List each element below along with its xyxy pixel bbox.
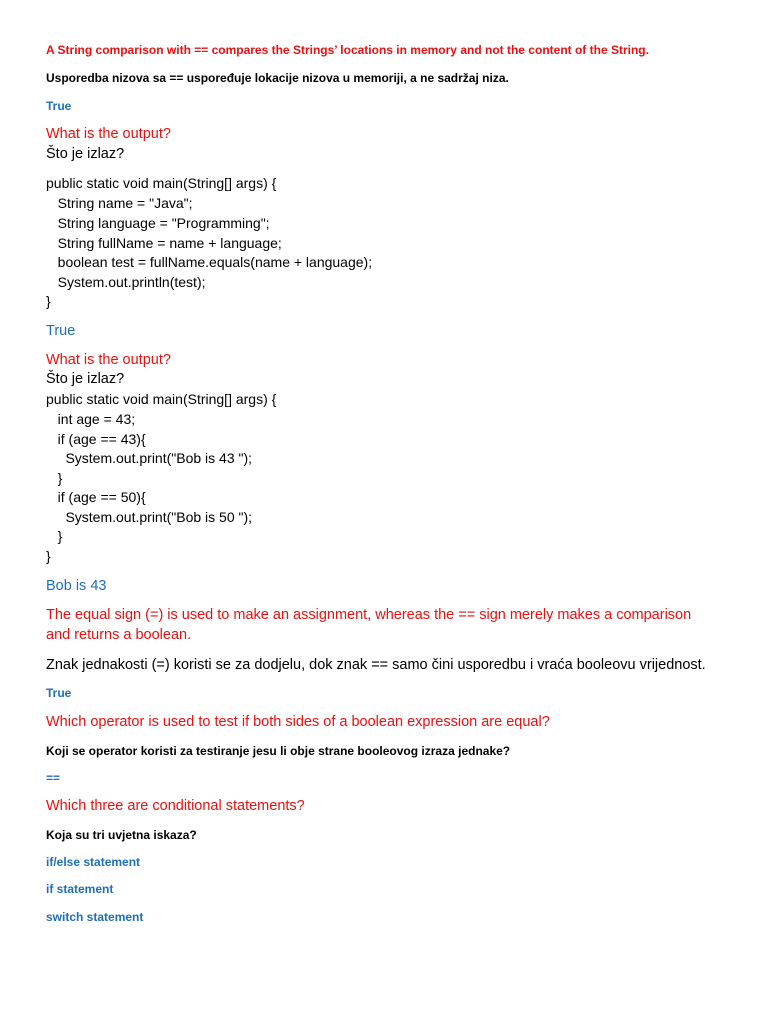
code-line: boolean test = fullName.equals(name + language); [46, 254, 373, 270]
answer: True [46, 323, 76, 339]
code-line: System.out.print("Bob is 50 "); [46, 509, 253, 525]
statement-hr: Znak jednakosti (=) koristi se za dodjelu, dok znak == samo čini usporedbu i vraća booleovu vrijednost. [46, 657, 706, 673]
answer: True [46, 686, 72, 700]
code-line: if (age == 43){ [46, 431, 146, 447]
question-hr: Što je izlaz? [46, 146, 125, 162]
question-en: Which three are conditional statements? [46, 798, 305, 814]
code-line: } [46, 293, 51, 309]
statement-en: The equal sign (=) is used to make an assignment, whereas the == sign merely makes a comparison [46, 607, 692, 623]
code-line: String fullName = name + language; [46, 235, 282, 251]
answer: True [46, 99, 72, 113]
question-en: What is the output? [46, 126, 171, 142]
code-line: } [46, 528, 63, 544]
statement-en: and returns a boolean. [46, 627, 192, 643]
code-line: } [46, 470, 63, 486]
code-line: public static void main(String[] args) { [46, 175, 277, 191]
code-line: String name = "Java"; [46, 195, 193, 211]
answer: switch statement [46, 910, 144, 924]
statement-hr: Usporedba nizova sa == uspoređuje lokacije nizova u memoriji, a ne sadržaj niza. [46, 71, 509, 85]
code-line: System.out.println(test); [46, 274, 206, 290]
answer: Bob is 43 [46, 578, 107, 594]
code-line: int age = 43; [46, 411, 136, 427]
question-hr: Koji se operator koristi za testiranje jesu li obje strane booleovog izraza jednake? [46, 744, 511, 758]
question-en: What is the output? [46, 352, 171, 368]
question-hr: Koja su tri uvjetna iskaza? [46, 828, 197, 842]
code-line: System.out.print("Bob is 43 "); [46, 450, 253, 466]
answer: == [46, 771, 61, 785]
answer: if statement [46, 882, 114, 896]
answer: if/else statement [46, 855, 141, 869]
code-line: public static void main(String[] args) { [46, 391, 277, 407]
code-line: if (age == 50){ [46, 489, 146, 505]
code-line: } [46, 548, 51, 564]
statement-en: A String comparison with == compares the Strings’ locations in memory and not the content of the String. [46, 43, 649, 57]
question-hr: Što je izlaz? [46, 371, 125, 387]
question-en: Which operator is used to test if both sides of a boolean expression are equal? [46, 714, 550, 730]
code-line: String language = "Programming"; [46, 215, 270, 231]
